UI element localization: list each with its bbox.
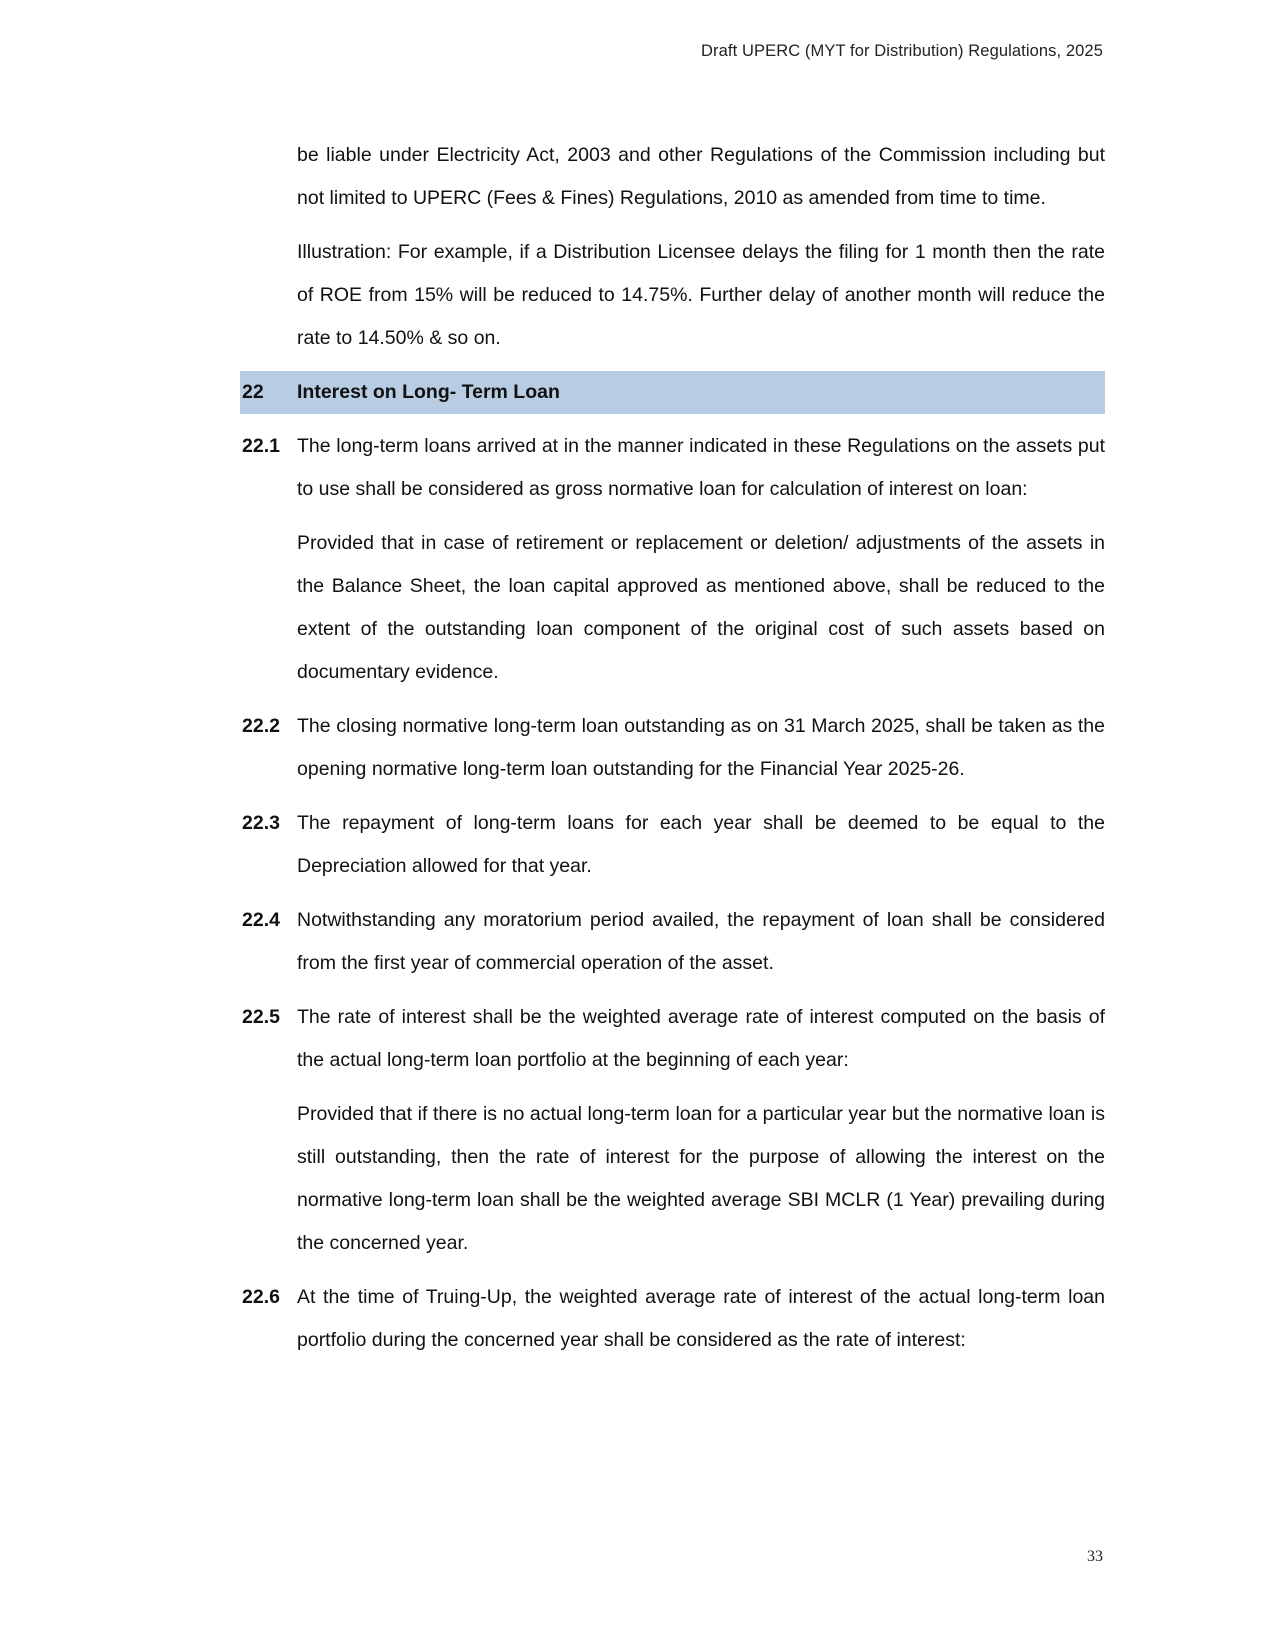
section-heading [240,371,1105,414]
clause-22-5 [240,996,1105,1082]
clause-22-3 [240,802,1105,888]
clause-text: The rate of interest shall be the weighted average rate of interest computed on the basis of the actual long-term loan portfolio at the beginning of each year: [297,1006,1105,1071]
section-title: Interest on Long- Term Loan [297,381,560,403]
clause-22-4 [240,899,1105,985]
clause-proviso: Provided that if there is no actual long-term loan for a particular year but the normative loan is still outstanding, then the rate of interest for the purpose of allowing the interest on the normative long-term loan shall be the weighted average SBI MCLR (1 Year) prevailing during the concerned year. [297,1103,1105,1254]
illustration-paragraph: Illustration: For example, if a Distribution Licensee delays the filing for 1 month then the rate of ROE from 15% will be reduced to 14.75%. Further delay of another month will reduce the rate to 14.50% & so on. [297,241,1105,349]
clause-text: Notwithstanding any moratorium period availed, the repayment of loan shall be considered from the first year of commercial operation of the asset. [297,909,1105,974]
clause-text: The repayment of long-term loans for each year shall be deemed to be equal to the Depreciation allowed for that year. [297,812,1105,877]
continuation-paragraph: be liable under Electricity Act, 2003 and other Regulations of the Commission including but not limited to UPERC (Fees & Fines) Regulations, 2010 as amended from time to time. [297,144,1105,209]
running-header: Draft UPERC (MYT for Distribution) Regulations, 2025 [701,42,1103,60]
clause-number: 22.6 [242,1286,280,1308]
clause-22-6 [240,1276,1105,1362]
clause-number: 22.4 [242,909,280,931]
clause-22-2 [240,705,1105,791]
clause-number: 22.3 [242,812,280,834]
clause-number: 22.1 [242,435,280,457]
clause-text: At the time of Truing-Up, the weighted average rate of interest of the actual long-term loan portfolio during the concerned year shall be considered as the rate of interest: [297,1286,1105,1351]
clause-text: The closing normative long-term loan outstanding as on 31 March 2025, shall be taken as the opening normative long-term loan outstanding for the Financial Year 2025-26. [297,715,1105,780]
clause-number: 22.5 [242,1006,280,1028]
clause-22-1 [240,425,1105,511]
clause-proviso: Provided that in case of retirement or replacement or deletion/ adjustments of the assets in the Balance Sheet, the loan capital approved as mentioned above, shall be reduced to the extent of the outstanding loan component of the original cost of such assets based on documentary evidence. [297,532,1105,683]
clause-number: 22.2 [242,715,280,737]
document-body [240,134,1105,1373]
clause-text: The long-term loans arrived at in the manner indicated in these Regulations on the assets put to use shall be considered as gross normative loan for calculation of interest on loan: [297,435,1105,500]
section-number: 22 [242,381,264,403]
page-number: 33 [1087,1548,1103,1565]
